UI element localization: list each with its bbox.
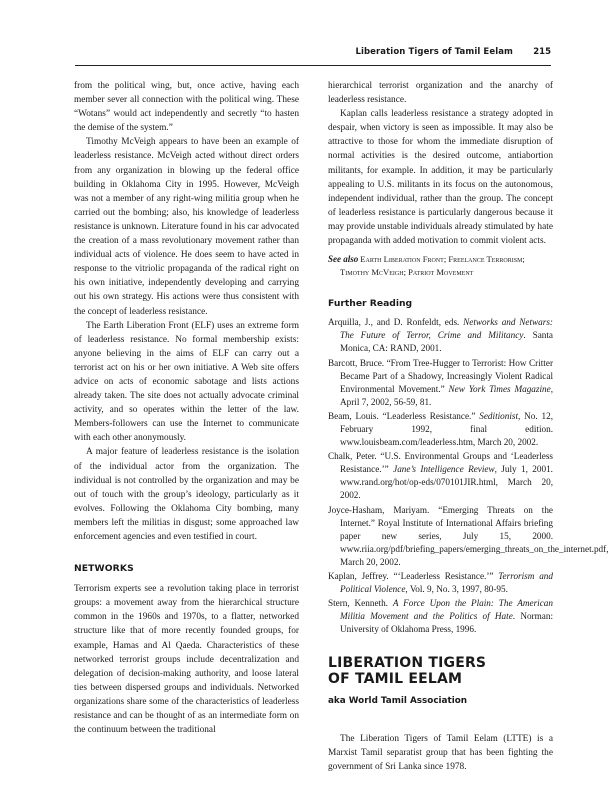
further-reading-heading: Further Reading <box>328 298 413 310</box>
see-also-label: See also <box>328 254 359 265</box>
entry-heading-line: OF TAMIL EELAM <box>328 670 463 687</box>
body-paragraph: A major feature of leaderless resistance is the isolation of the individual actor from the organization. The individual is not controlled by the organization and may be out of touch with the group’s ideology, particularly as it evolves. Following the Oklahoma City bombing, many members left the militias in disgust; some approached law enforcement agencies and even testified in court. <box>74 447 299 542</box>
reference-item: Joyce-Hasham, Mariyam. “Emerging Threats on the Internet.” Royal Institute of International Affairs briefing paper new series, July 15, 2000. www.riia.org/pdf/briefing_papers/emerging_threats_on_the_internet.pdf, March 20, 2002. <box>328 504 609 567</box>
body-paragraph: The Liberation Tigers of Tamil Eelam (LTTE) is a Marxist Tamil separatist group that has been fighting the government of Sri Lanka since 1978. <box>328 733 553 772</box>
running-header-title: Liberation Tigers of Tamil Eelam <box>355 47 513 57</box>
see-also-links: Earth Liberation Front; Freelance Terrorism; Timothy McVeigh; Patriot Movement <box>340 254 525 278</box>
body-paragraph: Kaplan calls leaderless resistance a strategy adopted in despair, when victory is seen as impossible. It may also be attractive to those for whom the immediate disruption of normal activities is the desired outcome, antiabortion militants, for example. In addition, it may be particularly appealing to U.S. militants in its focus on the autonomous, independent individual, rather than the group. The concept of leaderless resistance is particularly dangerous because it may provide unstable individuals already stimulated by hate propaganda with added motivation to commit violent acts. <box>328 109 553 247</box>
reference-list <box>328 316 609 636</box>
header-rule <box>75 65 551 66</box>
body-paragraph: The Earth Liberation Front (ELF) uses an extreme form of leaderless resistance. No formal membership exists: anyone believing in the aims of ELF can carry out a terrorist act on his or her own initiative. A Web site offers advice on acts of economic sabotage and lists actions already taken. The site does not actually advocate criminal activity, and so operates within the letter of the law. Members-followers can use the Internet to communicate with each other anonymously. <box>74 320 299 444</box>
see-also <box>328 253 553 279</box>
entry-heading-line: LIBERATION TIGERS <box>328 655 487 672</box>
entry-heading <box>328 656 553 687</box>
networks-heading: NETWORKS <box>74 563 134 575</box>
reference-item: Barcott, Bruce. “From Tree-Hugger to Terrorist: How Critter Became Part of a Shadowy, Increasingly Violent Radical Environmental Movement.” New York Times Magazine, April 7, 2002, 56-59, 81. <box>328 357 554 407</box>
body-paragraph: hierarchical terrorist organization and the anarchy of leaderless resistance. <box>328 81 553 106</box>
reference-item: Beam, Louis. “Leaderless Resistance.” Seditionist, No. 12, February 1992, final edition. www.louisbeam.com/leaderless.htm, March 20, 2002. <box>328 410 553 448</box>
left-column <box>74 79 299 737</box>
reference-item: Arquilla, J., and D. Ronfeldt, eds. Networks and Netwars: The Future of Terror, Crime and Militancy. Santa Monica, CA: RAND, 2001. <box>328 317 553 354</box>
body-paragraph: Terrorism experts see a revolution taking place in terrorist groups: a movement away from the hierarchical structure common in the 1960s and 1970s, to a flatter, networked structure like that of more recently founded groups, for example, Hamas and Al Qaeda. Characteristics of these networked terrorist groups include decentralization and delegation of decision-making authority, and loose lateral ties between dispersed groups and individuals. Networked organizations share some of the characteristics of leaderless resistance and can be thought of as an intermediate form on the continuum between the traditional <box>74 584 299 736</box>
reference-item: Chalk, Peter. “U.S. Environmental Groups and ‘Leaderless Resistance.’” Jane’s Intelligence Review, July 1, 2001. www.rand.org/hot/op-eds/070101JIR.html, March 20, 2002. <box>328 451 553 501</box>
entry-aka: aka World Tamil Association <box>328 696 468 707</box>
body-paragraph: from the political wing, but, once active, having each member sever all connection with the political wing. These “Wotans” would act independently and secretly “to hasten the demise of the system.” <box>74 81 299 134</box>
running-header <box>75 44 551 66</box>
page-number: 215 <box>533 47 551 57</box>
reference-item: Kaplan, Jeffrey. “‘Leaderless Resistance.’” Terrorism and Political Violence, Vol. 9, No. 3, 1997, 80-95. <box>328 571 553 595</box>
reference-item: Stern, Kenneth. A Force Upon the Plain: The American Militia Movement and the Politics of Hate. Norman: University of Oklahoma Press, 1996. <box>328 598 553 635</box>
right-column <box>328 79 609 774</box>
body-paragraph: Timothy McVeigh appears to have been an example of leaderless resistance. McVeigh acted without direct orders from any organization in blowing up the federal office building in Oklahoma City in 1995. However, McVeigh was not a member of any right-wing militia group when he carried out the bombing; also, his knowledge of leaderless resistance is unknown. Literature found in his car advocated the creation of a mass revolutionary movement rather than individual acts of violence. He does seem to have acted in response to the vitriolic propaganda of the radical right on his own initiative, independently developing and carrying out his own strategy. His actions were thus consistent with the concept of leaderless resistance. <box>74 137 299 317</box>
